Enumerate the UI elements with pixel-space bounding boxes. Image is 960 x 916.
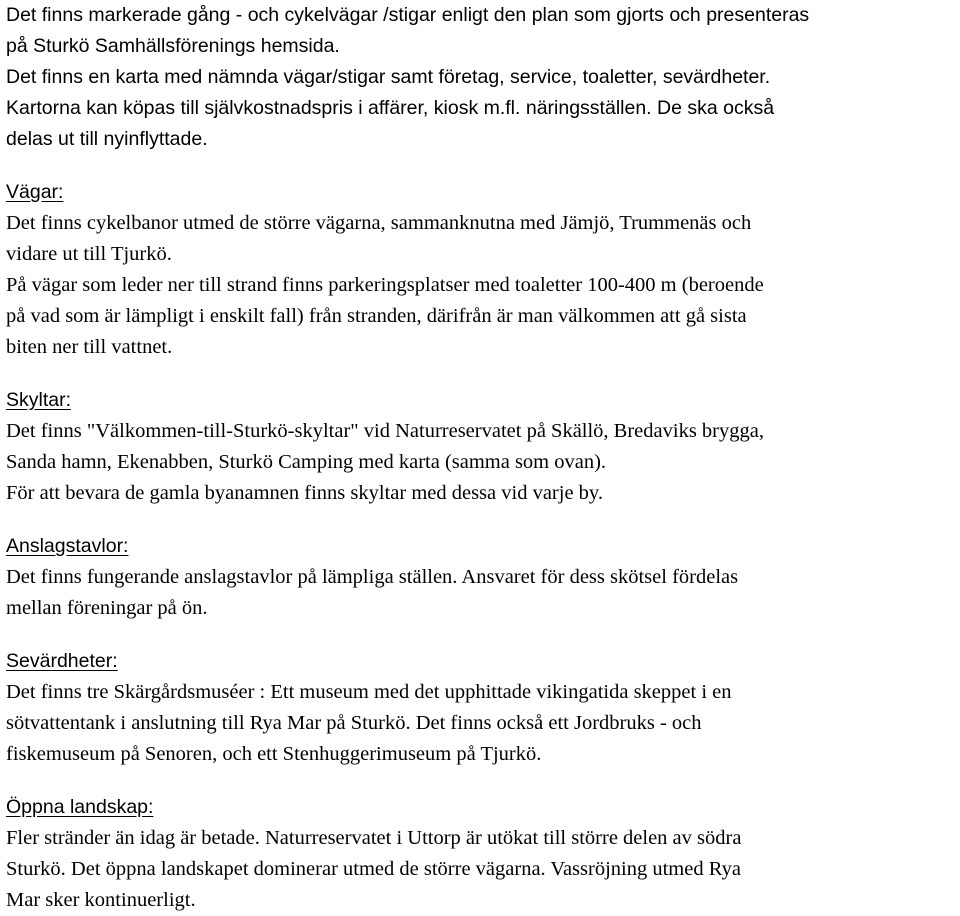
anslagstavlor-heading: Anslagstavlor: — [6, 535, 129, 557]
vagar-heading: Vägar: — [6, 181, 64, 203]
sevardheter-line: fiskemuseum på Senoren, och ett Stenhuggerimuseum på Tjurkö. — [6, 743, 542, 765]
oppna-landskap-line: Sturkö. Det öppna landskapet dominerar utmed de större vägarna. Vassröjning utmed Rya — [6, 858, 741, 880]
anslagstavlor-line: mellan föreningar på ön. — [6, 597, 208, 619]
section-gap — [6, 509, 956, 531]
oppna-landskap-line: Fler stränder än idag är betade. Naturreservatet i Uttorp är utökat till större delen av södra — [6, 827, 742, 849]
section-gap — [6, 770, 956, 792]
sevardheter-line: sötvattentank i anslutning till Rya Mar på Sturkö. Det finns också ett Jordbruks - och — [6, 712, 702, 734]
skyltar-section — [6, 385, 956, 509]
intro-section — [6, 0, 956, 155]
skyltar-line: Sanda hamn, Ekenabben, Sturkö Camping med karta (samma som ovan). — [6, 451, 607, 473]
intro-line: på Sturkö Samhällsförenings hemsida. — [6, 35, 340, 57]
vagar-section — [6, 177, 956, 363]
anslagstavlor-section — [6, 531, 956, 624]
sevardheter-line: Det finns tre Skärgårdsmuséer : Ett museum med det upphittade vikingatida skeppet i en — [6, 681, 732, 703]
intro-line: delas ut till nyinflyttade. — [6, 128, 208, 150]
oppna-landskap-line: Mar sker kontinuerligt. — [6, 889, 196, 911]
section-gap — [6, 155, 956, 177]
vagar-line: biten ner till vattnet. — [6, 336, 173, 358]
oppna-landskap-section — [6, 792, 956, 916]
vagar-line: vidare ut till Tjurkö. — [6, 243, 172, 265]
sevardheter-heading: Sevärdheter: — [6, 650, 118, 672]
section-gap — [6, 363, 956, 385]
document-page — [6, 0, 956, 916]
intro-line: Det finns en karta med nämnda vägar/stigar samt företag, service, toaletter, sevärdheter. — [6, 66, 771, 88]
vagar-line: På vägar som leder ner till strand finns parkeringsplatser med toaletter 100-400 m (beroende — [6, 274, 764, 296]
oppna-landskap-heading: Öppna landskap: — [6, 796, 154, 818]
skyltar-line: Det finns "Välkommen-till-Sturkö-skyltar" vid Naturreservatet på Skällö, Bredaviks brygga, — [6, 420, 764, 442]
intro-line: Det finns markerade gång - och cykelvägar /stigar enligt den plan som gjorts och presenteras — [6, 4, 810, 26]
vagar-line: på vad som är lämpligt i enskilt fall) från stranden, därifrån är man välkommen att gå sista — [6, 305, 747, 327]
vagar-line: Det finns cykelbanor utmed de större vägarna, sammanknutna med Jämjö, Trummenäs och — [6, 212, 752, 234]
skyltar-line: För att bevara de gamla byanamnen finns skyltar med dessa vid varje by. — [6, 482, 603, 504]
sevardheter-section — [6, 646, 956, 770]
anslagstavlor-line: Det finns fungerande anslagstavlor på lämpliga ställen. Ansvaret för dess skötsel fördelas — [6, 566, 739, 588]
section-gap — [6, 624, 956, 646]
intro-line: Kartorna kan köpas till självkostnadspris i affärer, kiosk m.fl. näringsställen. De ska också — [6, 97, 775, 119]
skyltar-heading: Skyltar: — [6, 389, 72, 411]
